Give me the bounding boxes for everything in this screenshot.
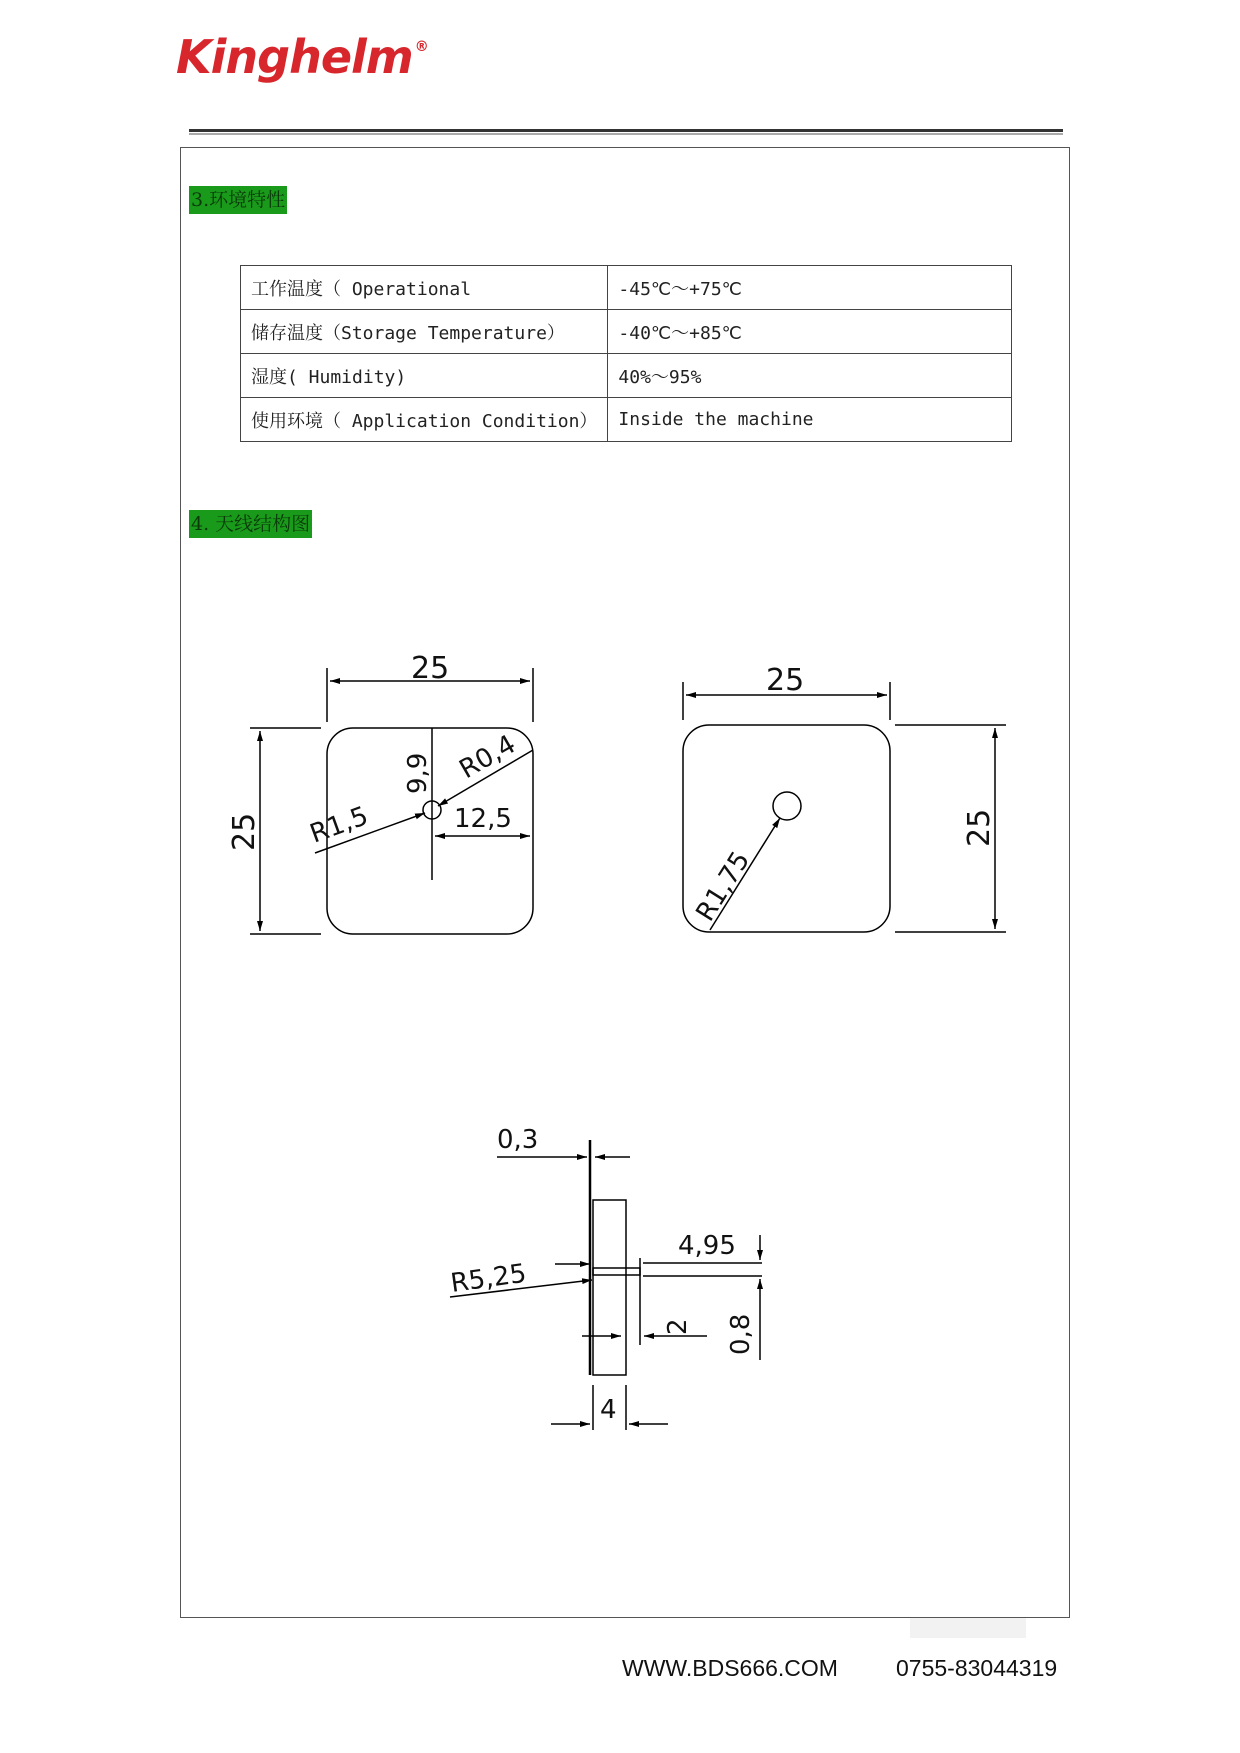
dim-vertical-offset: 9,9 (403, 752, 433, 794)
row-value: -40℃～+85℃ (608, 310, 1012, 354)
dim-pin-offset: 2 (663, 1318, 693, 1335)
pin-hole (773, 792, 801, 820)
row-value: -45℃～+75℃ (608, 266, 1012, 310)
feed-pin (593, 1268, 640, 1275)
row-label: 工作温度（ Operational (241, 266, 608, 310)
logo-text: Kinghelm (176, 30, 413, 84)
dim-pin-radius: R5,25 (448, 1258, 529, 1299)
dim-pin-radius: R1,5 (306, 801, 373, 850)
section-3-heading: 3.环境特性 (189, 186, 287, 214)
dim-horizontal-offset: 12,5 (454, 804, 512, 834)
registered-mark: ® (414, 38, 428, 55)
row-value: Inside the machine (608, 398, 1012, 442)
footer-phone: 0755-83044319 (896, 1655, 1058, 1681)
section-4-heading: 4. 天线结构图 (189, 510, 312, 538)
row-value: 40%～95% (608, 354, 1012, 398)
dim-height: 25 (962, 808, 997, 847)
dim-pin-length: 4,95 (678, 1231, 736, 1261)
dim-pin-width: 0,8 (726, 1313, 756, 1355)
page-tab-mark (910, 1618, 1026, 1638)
substrate-block (593, 1200, 626, 1375)
dim-width: 25 (766, 663, 805, 698)
footer-website: WWW.BDS666.COM (622, 1655, 838, 1681)
dim-width: 25 (411, 651, 450, 686)
dim-top-layer: 0,3 (497, 1125, 539, 1155)
dim-corner-radius: R0,4 (454, 729, 521, 786)
dim-thickness: 4 (600, 1395, 617, 1425)
top-view-drawing (250, 668, 533, 934)
row-label: 储存温度（Storage Temperature） (241, 310, 608, 354)
row-label: 使用环境（ Application Condition） (241, 398, 608, 442)
row-label: 湿度( Humidity) (241, 354, 608, 398)
dim-hole-radius: R1,75 (690, 846, 757, 927)
dim-height: 25 (227, 812, 262, 851)
